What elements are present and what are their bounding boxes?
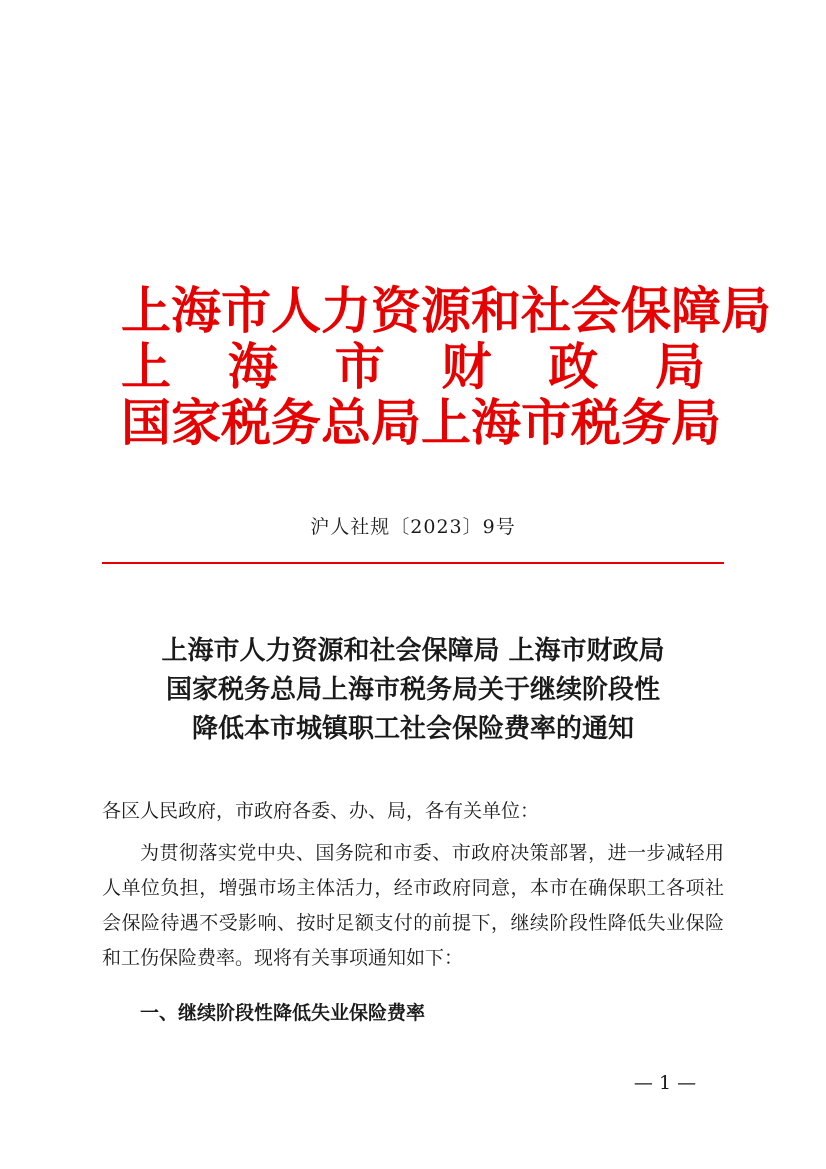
issuer-line-2 bbox=[121, 339, 705, 395]
page-number: — 1 — bbox=[633, 1072, 697, 1094]
paragraph-1: 为贯彻落实党中央、国务院和市委、市政府决策部署，进一步减轻用人单位负担，增强市场主体活力，经市政府同意，本市在确保职工各项社会保险待遇不受影响、按时足额支付的前提下，继续阶段性降低失业保险和工伤保险费率。现将有关事项通知如下： bbox=[102, 842, 724, 969]
issuer-line-3: 国家税务总局上海市税务局 bbox=[121, 394, 721, 452]
issuer-line-1: 上海市人力资源和社会保障局 bbox=[121, 282, 771, 340]
issuer-line-2-char: 上 bbox=[121, 338, 171, 396]
addressee: 各区人民政府，市政府各委、办、局，各有关单位： bbox=[102, 800, 540, 822]
issuer-line-2-char: 局 bbox=[654, 338, 705, 396]
issuer-line-2-char: 政 bbox=[548, 338, 599, 396]
issuer-line-2-char: 市 bbox=[334, 338, 385, 396]
document-title bbox=[80, 632, 746, 749]
title-line-2: 国家税务总局上海市税务局关于继续阶段性 bbox=[165, 675, 660, 705]
issuer-line-2-char: 海 bbox=[227, 338, 278, 396]
issuer-line-2-char: 财 bbox=[441, 338, 492, 396]
title-line-3: 降低本市城镇职工社会保险费率的通知 bbox=[191, 714, 634, 744]
title-line-1: 上海市人力资源和社会保障局 上海市财政局 bbox=[161, 636, 665, 666]
red-divider-line bbox=[102, 562, 724, 564]
document-number: 沪人社规〔2023〕9号 bbox=[310, 516, 516, 538]
section-1-heading: 一、继续阶段性降低失业保险费率 bbox=[140, 1002, 426, 1024]
